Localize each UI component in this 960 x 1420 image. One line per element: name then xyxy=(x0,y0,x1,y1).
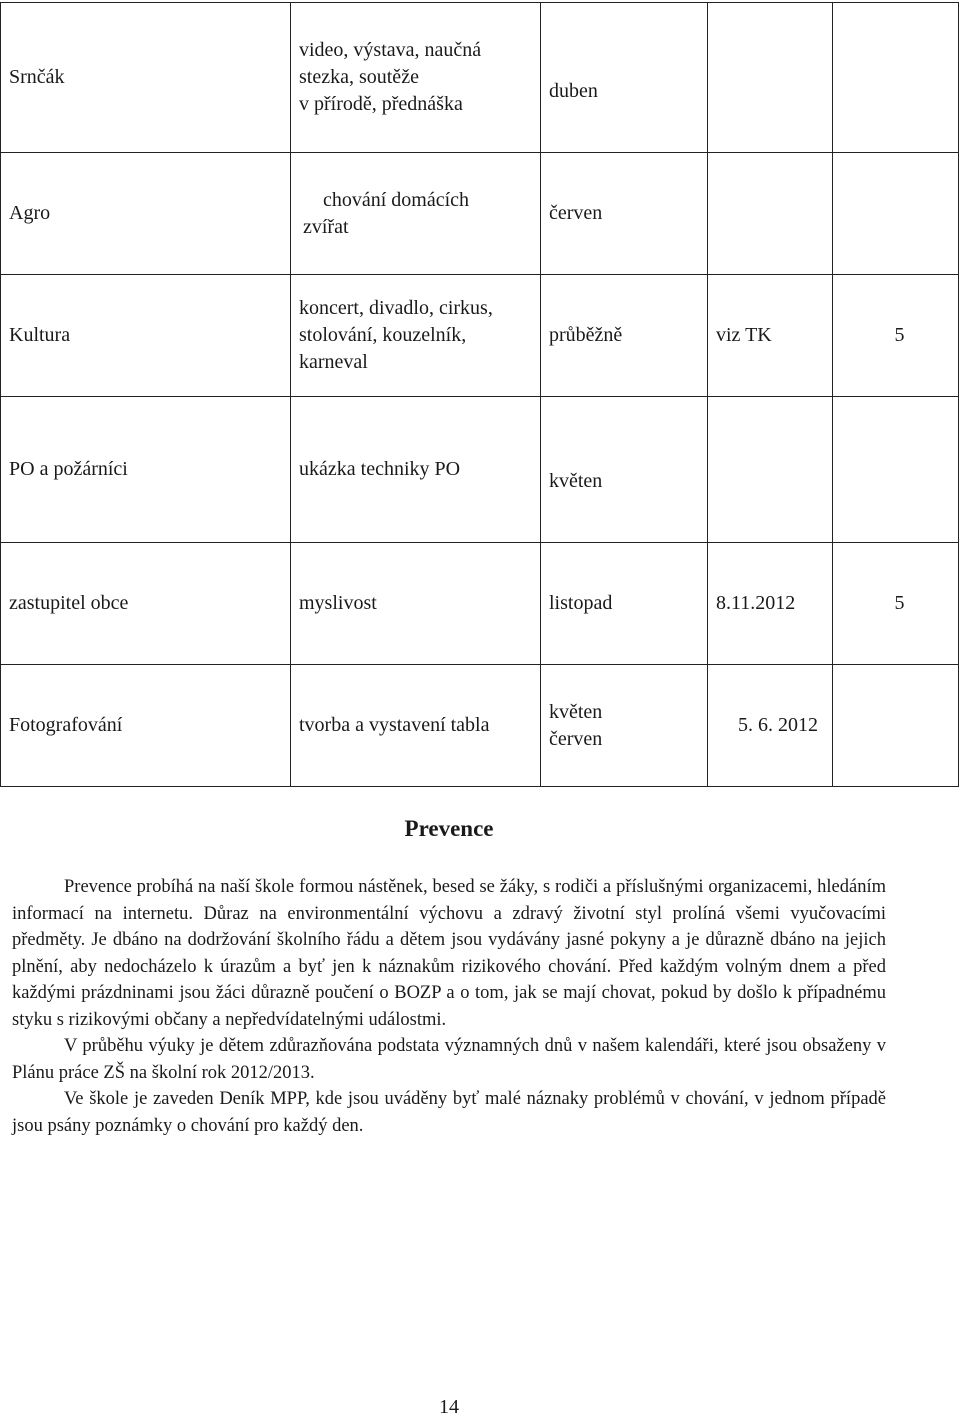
cell-activity-line: chování domácích xyxy=(323,188,470,211)
cell-activity-line: v přírodě, přednáška xyxy=(299,93,463,115)
cell-activity-line: myslivost xyxy=(299,592,377,614)
cell-term xyxy=(541,153,708,275)
cell-count: 5 xyxy=(833,275,959,397)
cell-date xyxy=(708,397,833,543)
cell-activity xyxy=(291,665,541,787)
cell-date xyxy=(708,153,833,275)
cell-activity-line: stezka, soutěže xyxy=(299,66,419,88)
cell-count xyxy=(833,153,959,275)
paragraph: Ve škole je zaveden Deník MPP, kde jsou uváděny byť malé náznaky problémů v chování, v jednom případě jsou psány poznámky o chování pro každý den. xyxy=(12,1089,886,1136)
cell-activity-line: karneval xyxy=(299,351,368,373)
cell-activity xyxy=(291,153,541,275)
page-number: 14 xyxy=(439,1396,459,1418)
cell-partner: zastupitel obce xyxy=(1,543,291,665)
section-title: Prevence xyxy=(404,816,494,841)
cell-term-line: duben xyxy=(549,80,598,102)
cell-date xyxy=(708,3,833,153)
cell-term-line: květen xyxy=(549,700,603,723)
cell-term xyxy=(541,3,708,153)
section-body xyxy=(12,874,886,1139)
cell-activity-line: zvířat xyxy=(303,215,349,238)
cell-date: 8.11.2012 xyxy=(708,543,833,665)
table-row xyxy=(1,665,959,787)
cell-partner: Agro xyxy=(1,153,291,275)
cell-activity xyxy=(291,543,541,665)
cell-count xyxy=(833,397,959,543)
cell-activity-line: koncert, divadlo, cirkus, xyxy=(299,297,493,319)
cell-term-line: průběžně xyxy=(549,324,623,346)
cell-term-line: červen xyxy=(549,202,603,224)
cell-partner: Kultura xyxy=(1,275,291,397)
cell-term-line: červen xyxy=(549,727,603,750)
activities-table xyxy=(0,2,959,787)
cell-activity-line: video, výstava, naučná xyxy=(299,39,482,61)
cell-date xyxy=(708,665,833,787)
cell-activity-line: tvorba a vystavení tabla xyxy=(299,714,490,736)
table-row xyxy=(1,397,959,543)
cell-activity-line: ukázka techniky PO xyxy=(299,458,461,480)
cell-partner: Fotografování xyxy=(1,665,291,787)
table-row xyxy=(1,153,959,275)
cell-activity xyxy=(291,275,541,397)
activities-table-body xyxy=(1,3,959,787)
cell-count xyxy=(833,3,959,153)
cell-date: viz TK xyxy=(708,275,833,397)
cell-term-line: listopad xyxy=(549,592,613,614)
cell-partner: Srnčák xyxy=(1,3,291,153)
cell-count: 5 xyxy=(833,543,959,665)
cell-term xyxy=(541,665,708,787)
table-row xyxy=(1,3,959,153)
cell-term xyxy=(541,543,708,665)
table-row xyxy=(1,275,959,397)
table-row xyxy=(1,543,959,665)
cell-count xyxy=(833,665,959,787)
cell-activity xyxy=(291,3,541,153)
cell-term xyxy=(541,397,708,543)
paragraph: Prevence probíhá na naší škole formou nástěnek, besed se žáky, s rodiči a příslušnými organizacemi, hledáním informací na internetu. Důraz na environmentální výchovu a zdravý životní styl prolíná všemi vyučovacími předměty. Je dbáno na dodržování školního řádu a dětem jsou vydávány jasné pokyny a je důrazně dbáno na jejich plnění, aby nedocházelo k úrazům a byť jen k náznakům rizikového chování. Před každým volným dnem a před každými prázdninami jsou žáci důrazně poučení o BOZP a o tom, jak se mají chovat, pokud by došlo k případnému styku s rizikovými občany a nepředvídatelnými událostmi. xyxy=(12,877,886,1030)
cell-term xyxy=(541,275,708,397)
cell-activity-line: stolování, kouzelník, xyxy=(299,324,467,346)
cell-activity xyxy=(291,397,541,543)
cell-partner: PO a požárníci xyxy=(1,397,291,543)
cell-term-line: květen xyxy=(549,470,603,492)
cell-date-text: 5. 6. 2012 xyxy=(738,714,818,736)
paragraph: V průběhu výuky je dětem zdůrazňována podstata významných dnů v našem kalendáři, které jsou obsaženy v Plánu práce ZŠ na školní rok 2012/2013. xyxy=(12,1036,886,1083)
